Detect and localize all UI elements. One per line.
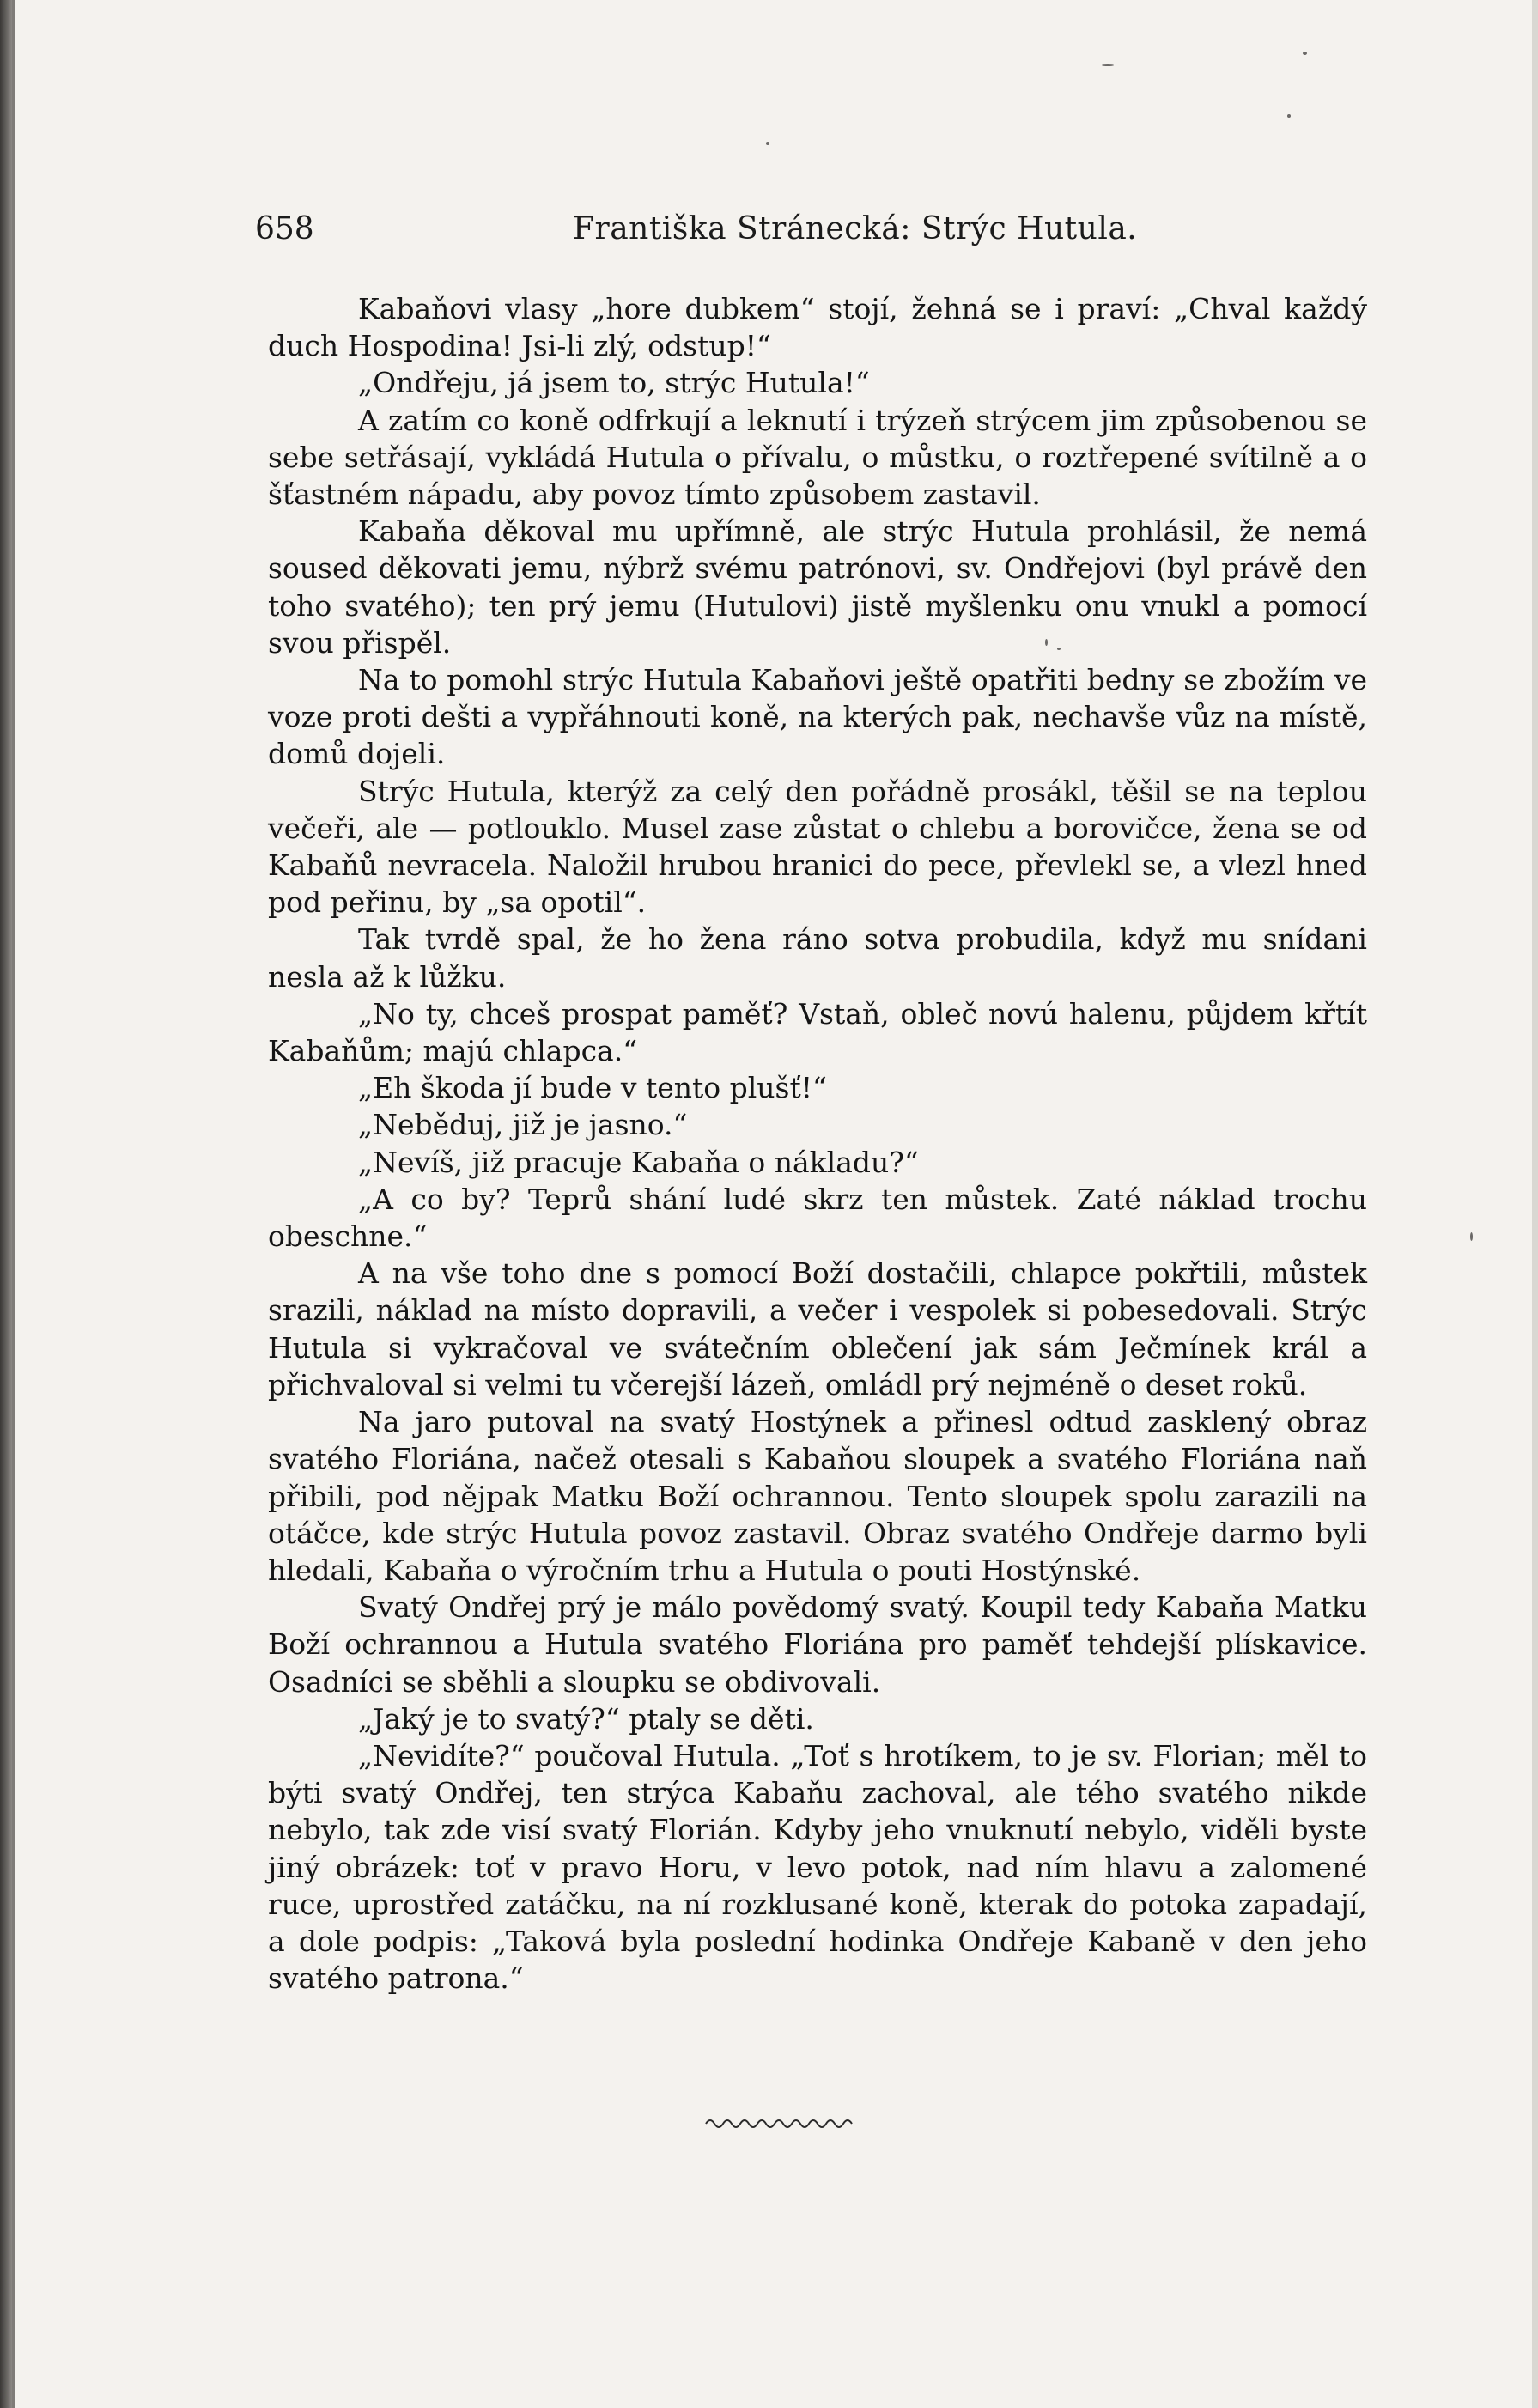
page-header (255, 211, 1367, 259)
paragraph: „Nevidíte?“ poučoval Hutula. „Toť s hrotíkem, to je sv. Florian; měl to býti svatý Ondřej, ten strýca Kabaňu zachoval, ale tého svatého nikde nebylo, tak zde visí svatý Florián. Kdyby jeho vnuknutí nebylo, viděli byste jiný obrázek: toť v pravo Horu, v levo potok, nad ním hlavu a zalomené ruce, uprostřed zatáčku, na ní rozklusané koně, kterak do potoka zapadají, a dole podpis: „Taková byla poslední hodinka Ondřeje Kabaně v den jeho svatého patrona.“ (268, 1738, 1367, 1996)
paragraph: „Ondřeju, já jsem to, strýc Hutula!“ (358, 366, 870, 400)
paragraph: „A co by? Teprů shání ludé skrz ten můstek. Zaté náklad trochu obeschne.“ (268, 1182, 1367, 1254)
wavy-ornament-divider (704, 2114, 859, 2133)
paragraph: Strýc Hutula, kterýž za celý den pořádně prosákl, těšil se na teplou večeři, ale — potlouklo. Musel zase zůstat o chlebu a borovičce, žena se od Kabaňů nevracela. Naložil hrubou hranici do pece, převlekl se, a vlezl hned pod peřinu, by „sa opotil“. (268, 774, 1367, 920)
paragraph: Na jaro putoval na svatý Hostýnek a přinesl odtud zasklený obraz svatého Floriána, načež otesali s Kabaňou sloupek a svatého Floriána naň přibili, pod nějpak Matku Boží ochrannou. Tento sloupek spolu zarazili na otáčce, kde strýc Hutula povoz zastavil. Obraz svatého Ondřeje darmo byli hledali, Kabaňa o výročním trhu a Hutula o pouti Hostýnské. (268, 1405, 1367, 1587)
paragraph: „Eh škoda jí bude v tento plušť!“ (358, 1071, 827, 1105)
running-title: Františka Stránecká: Strýc Hutula. (573, 211, 1138, 246)
paragraph: A zatím co koně odfrkují a leknutí i trýzeň strýcem jim způsobenou se sebe setřásají, vykládá Hutula o přívalu, o můstku, o roztřepené svítilně a o šťastném nápadu, aby povoz tímto způsobem zastavil. (268, 403, 1367, 512)
paragraph: Kabaňa děkoval mu upřímně, ale strýc Hutula prohlásil, že nemá soused děkovati jemu, nýbrž svému patrónovi, sv. Ondřejovi (byl právě den toho svatého); ten prý jemu (Hutulovi) jistě myšlenku onu vnukl a pomocí svou přispěl. (268, 514, 1367, 660)
ink-speck (1470, 1232, 1473, 1241)
page-number: 658 (255, 211, 314, 246)
ink-speck (766, 142, 769, 145)
paragraph: „Jaký je to svatý?“ ptaly se děti. (358, 1701, 814, 1736)
paragraph: Na to pomohl strýc Hutula Kabaňovi ještě opatřiti bedny se zbožím ve voze proti dešti a vypřáhnouti koně, na kterých pak, nechavše vůz na místě, domů dojeli. (268, 663, 1367, 771)
paragraph: Svatý Ondřej prý je málo povědomý svatý. Koupil tedy Kabaňa Matku Boží ochrannou a Hutula svatého Floriána pro paměť tehdejší plískavice. Osadníci se sběhli a sloupku se obdivovali. (268, 1590, 1367, 1699)
paragraph: A na vše toho dne s pomocí Boží dostačili, chlapce pokřtili, můstek srazili, náklad na místo dopravili, a večer i vespolek si pobesedovali. Strýc Hutula si vykračoval ve svátečním oblečení jak sám Ječmínek král a přichvaloval si velmi tu včerejší lázeň, omládl prý nejméně o deset roků. (268, 1256, 1367, 1402)
ink-speck (1303, 52, 1307, 55)
paragraph: „No ty, chceš prospat paměť? Vstaň, obleč novú halenu, půjdem křtít Kabaňům; majú chlapca.“ (268, 996, 1367, 1068)
paragraph: Kabaňovi vlasy „hore dubkem“ stojí, žehná se i praví: „Chval každý duch Hospodina! Jsi-li zlý, odstup!“ (268, 292, 1367, 363)
ink-speck (1287, 114, 1291, 118)
paragraph: „Nevíš, již pracuje Kabaňa o nákladu?“ (358, 1145, 919, 1179)
paragraph: „Neběduj, již je jasno.“ (358, 1108, 688, 1142)
paragraph: Tak tvrdě spal, že ho žena ráno sotva probudila, když mu snídani nesla až k lůžku. (268, 922, 1367, 994)
ink-speck (1102, 64, 1114, 66)
page-edge-shadow (0, 0, 12, 2408)
body-text (268, 290, 1367, 1997)
